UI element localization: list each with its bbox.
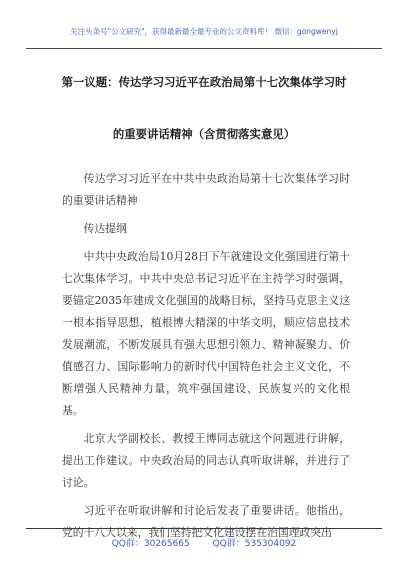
footer-qq-group-1: QQ群：30265665 <box>111 539 190 549</box>
header-banner: 关注头条号"公文研究"，获得最新最全最专业的公文资料库！ 微信：gongwenyj <box>70 27 338 36</box>
document-body <box>62 168 350 544</box>
document-title-line-1: 第一议题：传达学习习近平在政治局第十七次集体学习时 <box>61 75 347 89</box>
footer-divider <box>26 528 382 529</box>
footer-qq-group-2: QQ群：535304092 <box>212 539 297 549</box>
body-paragraph: 中共中央政治局10月28日下午就建设文化强国进行第十七次集体学习。中共中央总书记习近平在主持学习时强调，要锚定2035年建成文化强国的战略目标，坚持马克思主义这一根本指导思想，植根博大精深的中华文明，顺应信息技术发展潮流，不断发展具有强大思想引领力、精神凝聚力、价值感召力、国际影响力的新时代中国特色社会主义文化，不断增强人民精神力量，筑牢强国建设、民族复兴的文化根基。 <box>62 250 350 417</box>
footer <box>0 536 408 549</box>
document-title-line-2: 的重要讲话精神（含贯彻落实意见） <box>112 127 296 141</box>
header-divider <box>26 48 382 49</box>
body-paragraph-outline-label: 传达提纲 <box>83 222 127 235</box>
body-paragraph: 北京大学副校长、教授王博同志就这个问题进行讲解，提出工作建议。中央政治局的同志认真听取讲解，并进行了讨论。 <box>62 432 350 489</box>
body-paragraph: 习近平在听取讲解和讨论后发表了重要讲话。他指出，党的十八大以来，我们坚持把文化建设摆在治国理政突出 <box>62 504 350 539</box>
body-paragraph-subtitle: 传达学习习近平在中共中央政治局第十七次集体学习时的重要讲话精神 <box>62 172 350 207</box>
